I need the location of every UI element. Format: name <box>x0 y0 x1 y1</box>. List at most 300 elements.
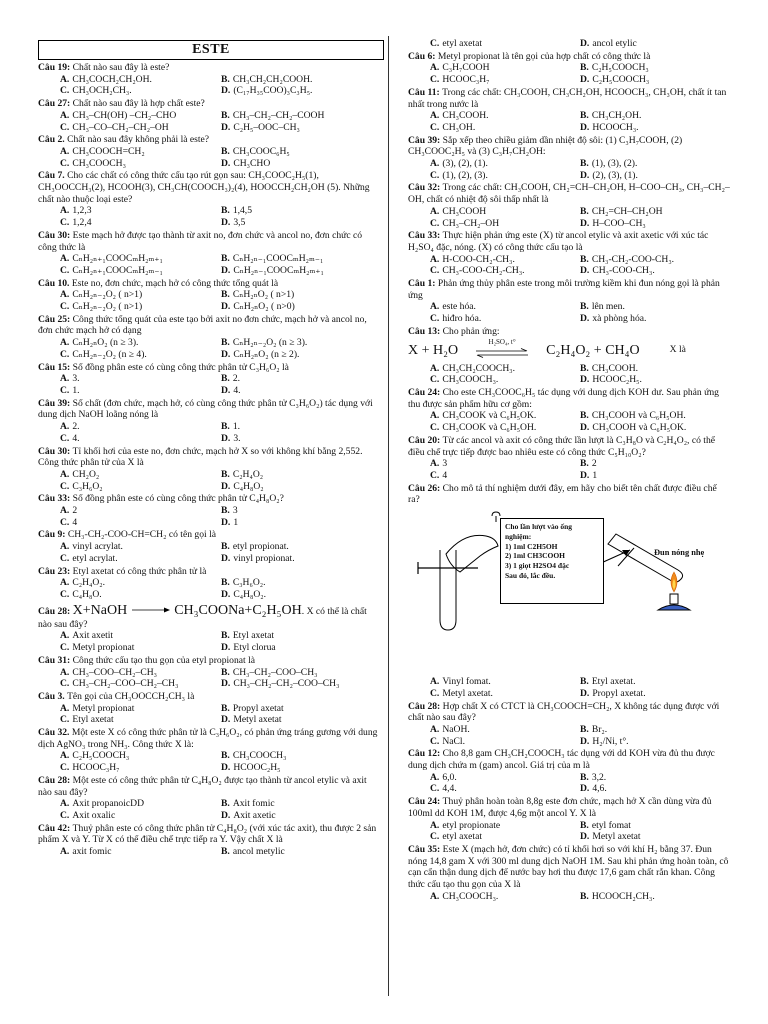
instruction-line: 2) 1ml CH3COOH <box>505 551 565 561</box>
experiment-figure <box>408 510 730 670</box>
question-13 <box>408 326 730 386</box>
option-text: (C₁₇H₃₅COO)₃C₃H₅. <box>233 85 313 97</box>
question-text: Este mạch hở được tạo thành từ axit no, đơn chức và ancol no, đơn chức có công thức là <box>38 229 363 253</box>
option-text: 3. <box>233 432 241 444</box>
option-letter: B. <box>221 73 230 85</box>
option-letter: A. <box>430 723 440 735</box>
option <box>580 783 730 795</box>
option-letter: C. <box>60 301 70 313</box>
option-letter: A. <box>60 666 70 678</box>
option <box>430 313 580 325</box>
option <box>60 750 221 762</box>
options <box>38 146 382 169</box>
option-text: HCOOC₂H₅. <box>592 374 642 386</box>
option <box>221 217 382 229</box>
options <box>408 772 730 795</box>
options <box>38 253 382 276</box>
option-text: etyl acrylat. <box>72 552 118 564</box>
option <box>221 667 382 679</box>
option <box>221 122 382 134</box>
option-letter: B. <box>221 702 230 714</box>
reaction-arrow-icon <box>131 606 171 617</box>
option-letter: A. <box>430 676 440 688</box>
option <box>430 301 580 313</box>
option <box>221 433 382 445</box>
option <box>60 253 221 265</box>
option-text: vinyl acrylat. <box>72 541 123 553</box>
option-letter: D. <box>580 735 590 747</box>
option-letter: B. <box>221 205 230 217</box>
option <box>60 517 221 529</box>
option-letter: B. <box>221 505 230 517</box>
options <box>38 337 382 360</box>
option <box>430 74 580 86</box>
option-text: CH₃COOCH₃. <box>442 374 499 386</box>
option-text: 4,6. <box>592 783 607 795</box>
option-text: CH₃COOK và C₆H₅OK. <box>442 410 537 422</box>
question-number: Câu 26: <box>408 482 443 494</box>
option-letter: A. <box>60 337 70 349</box>
option-letter: C. <box>60 714 70 726</box>
option-text: 2 <box>72 505 78 517</box>
option <box>60 122 221 134</box>
option-letter: D. <box>221 85 231 97</box>
option-letter: B. <box>580 771 589 783</box>
question-number: Câu 28: <box>38 605 73 617</box>
option-letter: C. <box>430 831 440 843</box>
option-text: vinyl propionat. <box>233 552 295 564</box>
option-letter: B. <box>580 205 589 217</box>
option-text: CₙH₂ₙO₂ ( n>1) <box>232 289 295 301</box>
question <box>408 182 730 229</box>
option <box>221 385 382 397</box>
question <box>408 796 730 843</box>
option <box>60 337 221 349</box>
question-number: Câu 12: <box>408 748 443 760</box>
option-text: Metyl axetat <box>233 714 282 726</box>
option-text: etyl propionat. <box>232 541 289 553</box>
option <box>430 470 580 482</box>
option-letter: A. <box>60 205 70 217</box>
option-text: HCOOCH₃. <box>592 121 639 133</box>
question <box>38 134 382 169</box>
option-text: (3), (2), (1). <box>442 158 488 170</box>
option-letter: C. <box>430 121 440 133</box>
options <box>38 577 382 600</box>
option-letter: B. <box>580 301 589 313</box>
option-text: HCOOC₃H₇ <box>442 74 490 86</box>
option-text: C₂H₅COOCH₃ <box>72 750 130 762</box>
option-letter: A. <box>60 373 70 385</box>
option-text: (2), (3), (1). <box>592 169 638 181</box>
option-text: etyl axetat <box>442 38 483 49</box>
option-text: axit fomic <box>72 846 112 858</box>
option-text: CH₃COOC₆H₅ <box>232 145 290 157</box>
option <box>430 38 580 50</box>
option-letter: A. <box>430 890 440 902</box>
question <box>38 493 382 528</box>
option-letter: C. <box>60 85 70 97</box>
option-letter: C. <box>60 157 70 169</box>
question-number: Câu 23: <box>38 565 73 577</box>
question-number: Câu 42: <box>38 822 73 834</box>
option <box>221 110 382 122</box>
option-letter: C. <box>430 169 440 181</box>
option <box>430 688 580 700</box>
option <box>430 410 580 422</box>
option-text: Propyl axetat <box>232 702 284 714</box>
options <box>408 676 730 699</box>
question-number: Câu 10. <box>38 277 72 289</box>
option <box>580 110 730 122</box>
question-number: Câu 11: <box>408 86 443 98</box>
option-letter: C. <box>60 588 70 600</box>
option <box>430 170 580 182</box>
question-number: Câu 25: <box>38 313 73 325</box>
option-letter: A. <box>430 62 440 74</box>
option-text: CₙH₂ₙO₂ ( n>0) <box>233 301 295 313</box>
question <box>408 51 730 86</box>
option-letter: D. <box>580 422 590 434</box>
option <box>430 458 580 470</box>
options <box>408 38 730 50</box>
page-title: ESTE <box>38 40 384 60</box>
option-letter: C. <box>430 687 440 699</box>
option <box>580 831 730 843</box>
option <box>430 724 580 736</box>
question-text: Este X (mạch hở, đơn chức) có tỉ khối hơi so với khí H₂ bằng 37. Đun nóng 14,8 gam X với 300 ml dung dịch NaOH 1M. Sau khi phản ứng hoàn toàn, cô cạn cẩn thận dung dịch để nước bay hơi thu được 17,6 gam chất rắn khan. Công thức cấu tạo thu gọn của X là <box>408 843 729 891</box>
option-letter: D. <box>580 374 590 386</box>
option-letter: A. <box>430 158 440 170</box>
option <box>221 349 382 361</box>
question-number: Câu 13: <box>408 325 441 337</box>
option-letter: A. <box>430 410 440 422</box>
options <box>38 630 382 653</box>
reaction-right: C₂H₄O₂ + CH₄O <box>546 342 640 358</box>
options <box>408 724 730 747</box>
question-number: Câu 6: <box>408 50 438 62</box>
option-text: etyl fomat <box>591 819 631 831</box>
option-letter: B. <box>221 373 230 385</box>
question <box>408 676 730 699</box>
option <box>221 74 382 86</box>
option-text: C₂H₄O₂ <box>232 468 264 480</box>
left-column <box>38 62 382 859</box>
option-letter: A. <box>60 289 70 301</box>
option <box>580 688 730 700</box>
option-text: CₙH₂ₙO₂ (n ≥ 3). <box>72 337 139 349</box>
option-text: CH₃COOK và C₆H₅OH. <box>442 422 537 434</box>
option-text: Metyl propionat <box>72 642 135 654</box>
option <box>221 630 382 642</box>
option-letter: D. <box>221 121 231 133</box>
options <box>38 74 382 97</box>
option-text: 1. <box>232 421 241 433</box>
option-letter: D. <box>221 809 231 821</box>
question-text: Cho mô tả thí nghiệm dưới đây, em hãy cho biết tên chất được điều chế ra? <box>408 482 717 506</box>
option-text: CH₃COOCH₃. <box>442 890 499 902</box>
option-letter: B. <box>580 723 589 735</box>
question-text: . X có thể là chất nào sau đây? <box>38 605 367 630</box>
option-text: H–COO–CH₃ <box>592 217 646 229</box>
arrow-condition: H₂SO₄, t° <box>488 338 516 347</box>
question <box>38 775 382 822</box>
options <box>408 62 730 85</box>
option-text: CH₃COOCH=CH₂ <box>72 145 145 157</box>
option-text: hiđro hóa. <box>442 313 482 325</box>
option-letter: A. <box>60 468 70 480</box>
option <box>221 373 382 385</box>
option <box>60 642 221 654</box>
options <box>38 421 382 444</box>
option <box>221 762 382 774</box>
option-letter: A. <box>430 362 440 374</box>
right-bottom-questions <box>408 676 730 902</box>
option-text: Axit propanoicDD <box>72 798 145 810</box>
question-text: Cho phản ứng: <box>442 325 500 337</box>
question-number: Câu 33: <box>38 493 73 505</box>
option-text: Etyl clorua <box>233 642 276 654</box>
options <box>408 820 730 843</box>
option-letter: D. <box>580 38 590 49</box>
option-letter: A. <box>430 458 440 470</box>
heat-label: Đun nóng nhẹ <box>654 548 705 558</box>
option-letter: A. <box>60 702 70 714</box>
option-letter: B. <box>221 145 230 157</box>
option-text: CₙH₂ₙ₊₁COOCₘH₂ₘ₊₁ <box>72 253 163 265</box>
option <box>221 301 382 313</box>
option-text: 3,2. <box>591 771 607 783</box>
option <box>430 218 580 230</box>
option <box>60 146 221 158</box>
option-letter: A. <box>430 301 440 313</box>
option-text: CH₃-COO-CH₂-CH₃. <box>442 265 525 277</box>
option <box>221 846 382 858</box>
question-text: Sắp xếp theo chiều giảm dần nhiệt độ sôi: (1) C₃H₇COOH, (2) CH₃COOC₂H₅ và (3) C₃H₇CH₂OH: <box>408 134 683 158</box>
question-text: Tên gọi của CH₃OOCCH₂CH₃ là <box>67 690 195 702</box>
option-letter: D. <box>221 301 231 313</box>
option-text: CₙH₂ₙ₋₂O₂ (n ≥ 3). <box>232 337 308 349</box>
option-text: 4,4. <box>442 783 457 795</box>
option-letter: D. <box>580 783 590 795</box>
option-letter: D. <box>221 588 231 600</box>
option <box>221 158 382 170</box>
right-column <box>408 38 730 903</box>
option-text: Br₂. <box>591 723 608 735</box>
options <box>38 505 382 528</box>
option-letter: C. <box>60 516 70 528</box>
option-letter: C. <box>60 642 70 654</box>
option <box>580 458 730 470</box>
question-number: Câu 24: <box>408 387 443 399</box>
question-number: Câu 15: <box>38 361 73 373</box>
option-letter: A. <box>430 205 440 217</box>
option-text: C₄H₈O₂ <box>233 480 264 492</box>
option-letter: B. <box>221 750 230 762</box>
option <box>580 676 730 688</box>
option-letter: A. <box>60 846 70 858</box>
option-letter: D. <box>221 762 231 774</box>
option-text: Axit fomic <box>232 798 275 810</box>
instruction-line: Sau đó, lắc đều. <box>505 570 556 580</box>
option <box>221 481 382 493</box>
question <box>408 701 730 748</box>
question <box>408 483 730 506</box>
double-arrow-icon <box>474 348 530 358</box>
option-letter: B. <box>580 110 589 122</box>
option <box>580 170 730 182</box>
option-letter: C. <box>430 422 440 434</box>
option-text: 3,5 <box>233 217 246 229</box>
option-letter: D. <box>580 469 590 481</box>
option <box>60 577 221 589</box>
options <box>38 541 382 564</box>
option <box>221 469 382 481</box>
option-text: C₄H₈O. <box>72 588 102 600</box>
question <box>38 278 382 313</box>
option-text: CH₃–CH₂–COO–CH₂–CH₃ <box>72 678 179 690</box>
option-letter: C. <box>60 432 70 444</box>
option-text: Metyl propionat <box>72 702 135 714</box>
option-text: 3 <box>442 458 448 470</box>
question-text: Cho este CH₃COOC₆H₅ tác dụng với dung dịch KOH dư. Sau phản ứng thu được sản phẩm hữu cơ gồm: <box>408 387 719 410</box>
option <box>580 772 730 784</box>
question-text: Một este X có công thức phân tử là C₃H₆O₂, có phản ứng tráng gương với dung dịch AgNO₃ trong NH₃. Công thức X là: <box>38 727 378 750</box>
option <box>221 577 382 589</box>
question-text: Chất nào sau đây không phải là este? <box>67 134 210 146</box>
options <box>38 750 382 773</box>
option <box>221 337 382 349</box>
option-letter: D. <box>221 348 231 360</box>
reaction-left: X+NaOH <box>72 602 131 618</box>
question <box>38 691 382 726</box>
option-letter: A. <box>60 73 70 85</box>
question-text: Công thức cấu tạo thu gọn của etyl propionat là <box>72 654 256 666</box>
option <box>580 891 730 903</box>
question-text: Số đồng phân este có cùng công thức phân tử C₃H₆O₂ là <box>72 361 289 373</box>
option-text: lên men. <box>591 301 625 313</box>
option-text: CH₃–CH₂–OH <box>442 217 500 229</box>
option <box>221 517 382 529</box>
option-text: CH₃-CH₂-COO-CH₃. <box>591 253 675 265</box>
option <box>221 553 382 565</box>
option-letter: D. <box>221 384 231 396</box>
option <box>430 820 580 832</box>
options <box>408 110 730 133</box>
option-letter: B. <box>221 468 230 480</box>
question-text: Phản ứng thủy phân este trong môi trường kiềm khi đun nóng gọi là phản ứng <box>408 278 720 301</box>
option-letter: A. <box>430 253 440 265</box>
option <box>580 206 730 218</box>
question <box>38 362 382 397</box>
option <box>580 74 730 86</box>
question <box>38 727 382 774</box>
option-text: NaCl. <box>442 735 465 747</box>
option <box>60 265 221 277</box>
option-letter: D. <box>221 516 231 528</box>
option <box>221 289 382 301</box>
option <box>221 253 382 265</box>
reaction-left: X + H₂O <box>408 342 459 358</box>
option-text: CH₃COOH và C₆H₅OH. <box>591 410 686 422</box>
option-text: 4. <box>72 432 80 444</box>
option-text: H₂/Ni, t°. <box>592 735 629 747</box>
option-letter: C. <box>60 217 70 229</box>
option <box>60 630 221 642</box>
option-text: CH₃OH. <box>442 121 476 133</box>
option-letter: D. <box>580 74 590 86</box>
option-letter: C. <box>60 678 70 690</box>
option-text: Axit axetic <box>233 809 276 821</box>
option-text: CH₃–CH₂–CH₂–COO–CH₃ <box>233 678 340 690</box>
option <box>221 798 382 810</box>
option-text: CH₂O₂ <box>72 468 100 480</box>
option <box>430 772 580 784</box>
options <box>38 846 382 858</box>
options <box>408 206 730 229</box>
option-letter: D. <box>221 714 231 726</box>
options <box>408 363 730 386</box>
option <box>60 85 221 97</box>
option-letter: B. <box>580 819 589 831</box>
question-text: Este no, đơn chức, mạch hở có công thức tổng quát là <box>71 277 279 289</box>
options <box>38 289 382 312</box>
option-letter: D. <box>580 831 590 843</box>
option-letter: B. <box>221 577 230 589</box>
instruction-box <box>500 518 604 604</box>
option-text: C₄H₈O₂. <box>233 588 267 600</box>
option <box>221 85 382 97</box>
option-text: 4 <box>442 469 448 481</box>
option-letter: D. <box>221 432 231 444</box>
option-letter: C. <box>430 217 440 229</box>
question-text: Tỉ khối hơi của este no, đơn chức, mạch hở X so với không khí bằng 2,552. Công thức phân tử của X là <box>38 445 363 469</box>
question <box>38 398 382 445</box>
option-letter: B. <box>580 362 589 374</box>
question <box>38 655 382 690</box>
arrow-icon <box>131 606 171 614</box>
option <box>60 421 221 433</box>
options <box>38 469 382 492</box>
question-text: Trong các chất: CH₃COOH, CH₃CH₂OH, HCOOCH₃, CH₃OH, chất ít tan nhất trong nước là <box>408 86 727 110</box>
question-text: CH₃-CH₂-COO-CH=CH₂ có tên gọi là <box>67 529 217 541</box>
option-text: CH₃COOH. <box>591 362 639 374</box>
option-letter: A. <box>60 630 70 642</box>
question-text: Thuỷ phân hoàn toàn 8,8g este đơn chức, mạch hở X cần dùng vừa đủ 100ml dd KOH 1M, được 4,6g một ancol Y. X là <box>408 796 712 819</box>
option <box>60 505 221 517</box>
instruction-line: Cho lần lượt vào ống nghiệm: <box>505 522 572 541</box>
question-number: Câu 1: <box>408 278 438 290</box>
option-text: 6,0. <box>442 771 457 783</box>
question <box>408 387 730 434</box>
option-text: CₙH₂ₙ₋₂O₂ ( n>1) <box>72 289 143 301</box>
options <box>408 410 730 433</box>
option-text: HCOOC₂H₅ <box>233 762 281 774</box>
option <box>430 363 580 375</box>
option <box>221 421 382 433</box>
option-text: CH₃–CH₂–CH₂–COOH <box>232 109 325 121</box>
option <box>60 762 221 774</box>
question-number: Câu 24: <box>408 796 443 808</box>
option-text: CH₃–CH₂–COO–CH₃ <box>232 666 318 678</box>
option <box>221 810 382 822</box>
options <box>38 667 382 690</box>
option <box>60 481 221 493</box>
question-text: Công thức tổng quát của este tạo bởi axit no đơn chức, mạch hở và ancol no, đơn chức mạch hở có dạng <box>38 313 367 337</box>
option-letter: A. <box>60 505 70 517</box>
option-text: 1,4,5 <box>232 205 252 217</box>
option <box>60 74 221 86</box>
